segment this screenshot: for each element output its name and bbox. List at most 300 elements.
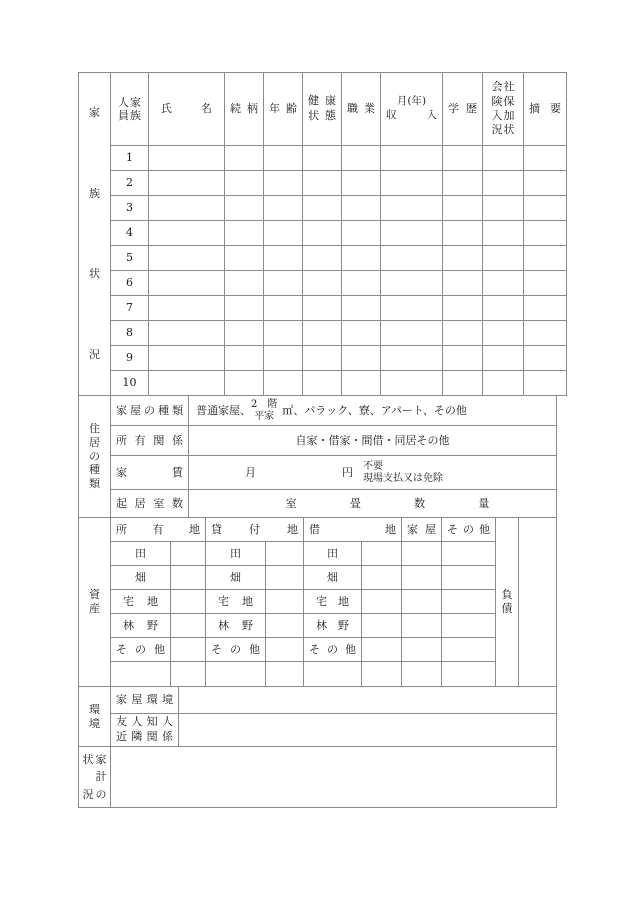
environment-row-house [79, 687, 557, 714]
housing-label-rent-text [111, 466, 188, 480]
housing-value-rooms[interactable] [189, 490, 557, 518]
family-side-label [79, 73, 110, 395]
owned-land-type-4-c2: 野 [147, 618, 158, 632]
cell-occupation-10[interactable] [342, 371, 381, 396]
cell-education-8[interactable] [443, 321, 483, 346]
cell-health-6[interactable] [303, 271, 342, 296]
housing-label-rent [111, 456, 189, 490]
table-row [79, 590, 557, 614]
cell-insurance-5[interactable] [483, 246, 524, 271]
assets-other-value-5[interactable] [442, 638, 496, 662]
housing-label-house-type [111, 396, 189, 426]
lent-land-total-value[interactable] [266, 662, 304, 687]
row-number-10: 10 [111, 371, 149, 396]
owned-land-value-3[interactable] [171, 590, 206, 614]
header-relation-char-1: 続 [230, 102, 241, 116]
cell-income-3[interactable] [381, 196, 443, 221]
house-type-floors-line1: 2 階 [251, 398, 278, 410]
environment-value-house[interactable] [179, 687, 557, 714]
cell-occupation-8[interactable] [342, 321, 381, 346]
assets-header-lent-land-text [206, 523, 303, 537]
table-row [79, 246, 567, 271]
rooms-unit-3: 数 [414, 496, 426, 510]
lent-land-char-2: 付 [249, 522, 260, 536]
header-insurance-c1-r3: 加 [503, 109, 515, 122]
cell-insurance-3[interactable] [483, 196, 524, 221]
rent-note-line1: 不要 [363, 460, 383, 472]
owned-land-value-2[interactable] [171, 566, 206, 590]
house-type-floors-line2: 平家 [254, 410, 275, 422]
housing-value-ownership[interactable]: 自家・借家・間借・同居その他 [189, 426, 557, 456]
header-name-char-1: 氏 [161, 102, 172, 116]
owned-land-type-5-c1: そ [116, 642, 127, 656]
cell-relation-5[interactable] [225, 246, 264, 271]
environment-label-relations [111, 714, 179, 747]
housing-label-rooms-text [111, 497, 188, 511]
rooms-unit-4: 量 [478, 496, 490, 510]
rooms-unit-1: 室 [285, 496, 297, 510]
house-type-char-2: 屋 [130, 403, 141, 417]
housing-value-rent[interactable] [189, 456, 557, 490]
header-member-no-b2: 員 [118, 109, 129, 122]
cell-name-9[interactable] [149, 346, 225, 371]
assets-header-other [442, 518, 496, 542]
cell-income-6[interactable] [381, 271, 443, 296]
rent-month-unit: 月 [245, 465, 256, 479]
ownership-char-2: 有 [134, 433, 146, 447]
cell-remarks-3[interactable] [524, 196, 567, 221]
family-side-label-char-4: 況 [89, 347, 100, 361]
housing-side-label-cell [79, 396, 111, 518]
owned-land-type-2: 畑 [111, 566, 171, 590]
cell-insurance-1[interactable] [483, 146, 524, 171]
table-row [79, 614, 557, 638]
lent-land-value-5[interactable] [266, 638, 304, 662]
lent-land-value-2[interactable] [266, 566, 304, 590]
cell-occupation-1[interactable] [342, 146, 381, 171]
environment-side-label [79, 699, 110, 735]
env-house-char-1: 家 [116, 693, 127, 707]
header-member-no-a1: 家 [130, 95, 141, 109]
row-number-7: 7 [111, 296, 149, 321]
assets-house-value-4[interactable] [402, 614, 442, 638]
housing-side-label-char-5: 類 [89, 477, 100, 491]
header-health-text [303, 94, 341, 124]
rooms-char-4: 数 [171, 496, 183, 510]
cell-income-2[interactable] [381, 171, 443, 196]
rent-char-2: 賃 [172, 465, 183, 479]
env-rel-l2-c4: 係 [161, 730, 173, 743]
housing-side-label [79, 422, 110, 491]
lent-land-type-4-c2: 野 [242, 618, 253, 632]
owned-land-char-1: 所 [116, 522, 127, 536]
cell-occupation-6[interactable] [342, 271, 381, 296]
header-member-no-b1: 人 [118, 95, 129, 109]
housing-row-ownership [79, 426, 557, 456]
assets-debt-label [496, 585, 518, 619]
cell-relation-10[interactable] [225, 371, 264, 396]
header-education-text [443, 102, 482, 116]
assets-total-row [79, 662, 557, 687]
env-house-char-3: 環 [146, 693, 158, 707]
cell-remarks-5[interactable] [524, 246, 567, 271]
cell-insurance-10[interactable] [483, 371, 524, 396]
cell-name-4[interactable] [149, 221, 225, 246]
cell-occupation-5[interactable] [342, 246, 381, 271]
env-rel-l1-c2: 人 [131, 715, 143, 729]
rented-land-type-5-c2: の [327, 642, 338, 656]
cell-age-7[interactable] [264, 296, 303, 321]
ownership-char-3: 関 [153, 433, 165, 447]
rented-land-value-2[interactable] [362, 566, 402, 590]
header-income-text [381, 95, 442, 122]
env-house-char-4: 境 [161, 693, 173, 707]
cell-remarks-1[interactable] [524, 146, 567, 171]
lent-land-type-4-text [206, 619, 265, 633]
cell-health-4[interactable] [303, 221, 342, 246]
housing-row-house-type [79, 396, 557, 426]
header-education [443, 73, 483, 146]
header-occupation [342, 73, 381, 146]
owned-land-value-1[interactable] [171, 542, 206, 566]
cell-name-2[interactable] [149, 171, 225, 196]
lent-land-value-4[interactable] [266, 614, 304, 638]
rent-char-1: 家 [116, 465, 127, 479]
cell-age-1[interactable] [264, 146, 303, 171]
cell-remarks-10[interactable] [524, 371, 567, 396]
lent-land-type-3 [206, 590, 266, 614]
cell-education-9[interactable] [443, 346, 483, 371]
assets-header-lent-land [206, 518, 304, 542]
table-row [79, 371, 567, 396]
cell-income-4[interactable] [381, 221, 443, 246]
env-rel-l2-c1: 近 [116, 730, 127, 743]
owned-land-total-value[interactable] [171, 662, 206, 687]
owned-land-total-label[interactable] [111, 662, 171, 687]
housing-label-ownership-text [111, 434, 188, 448]
owned-land-type-3-text [111, 595, 170, 609]
assets-other-value-1[interactable] [442, 542, 496, 566]
owned-land-value-4[interactable] [171, 614, 206, 638]
rented-land-type-3 [304, 590, 362, 614]
row-number-1: 1 [111, 146, 149, 171]
cell-education-7[interactable] [443, 296, 483, 321]
rented-land-type-1: 田 [304, 542, 362, 566]
table-row [79, 221, 567, 246]
housing-side-label-char-3: の [89, 449, 100, 463]
housing-row-rent [79, 456, 557, 490]
rented-land-value-1[interactable] [362, 542, 402, 566]
cell-relation-7[interactable] [225, 296, 264, 321]
rented-land-total-label[interactable] [304, 662, 362, 687]
assets-other-value-4[interactable] [442, 614, 496, 638]
owned-land-type-4 [111, 614, 171, 638]
owned-land-type-5 [111, 638, 171, 662]
rented-land-type-3-c2: 地 [338, 594, 349, 608]
cell-name-5[interactable] [149, 246, 225, 271]
cell-name-6[interactable] [149, 271, 225, 296]
cell-income-5[interactable] [381, 246, 443, 271]
assets-debt-value-cell[interactable] [519, 518, 557, 687]
assets-house-value-5[interactable] [402, 638, 442, 662]
kakei-c1-r3: の [95, 787, 107, 801]
lent-land-type-3-c1: 宅 [218, 594, 229, 608]
cell-relation-9[interactable] [225, 346, 264, 371]
assets-header-row [79, 518, 557, 542]
assets-other-total[interactable] [442, 662, 496, 687]
cell-insurance-2[interactable] [483, 171, 524, 196]
rented-land-type-4-text [304, 619, 361, 633]
env-rel-l1-c4: 人 [161, 715, 173, 729]
header-age [264, 73, 303, 146]
cell-name-1[interactable] [149, 146, 225, 171]
rented-land-type-5 [304, 638, 362, 662]
cell-remarks-8[interactable] [524, 321, 567, 346]
cell-income-8[interactable] [381, 321, 443, 346]
house-type-suffix: ㎡、バラック、寮、アパート、その他 [282, 403, 467, 417]
cell-education-5[interactable] [443, 246, 483, 271]
cell-relation-3[interactable] [225, 196, 264, 221]
cell-occupation-9[interactable] [342, 346, 381, 371]
lent-land-char-1: 貸 [211, 522, 222, 536]
cell-education-10[interactable] [443, 371, 483, 396]
cell-age-10[interactable] [264, 371, 303, 396]
header-remarks [524, 73, 567, 146]
env-rel-l2-c3: 関 [146, 730, 158, 743]
housing-value-rooms-text [189, 497, 556, 511]
rooms-unit-2: 畳 [349, 496, 361, 510]
header-health-l2-c1: 状 [308, 109, 319, 122]
cell-occupation-2[interactable] [342, 171, 381, 196]
case-record-form [78, 72, 561, 808]
table-row [79, 638, 557, 662]
header-remarks-char-2: 要 [550, 102, 561, 116]
house-type-floors [251, 399, 277, 423]
assets-house-value-3[interactable] [402, 590, 442, 614]
lent-land-type-5-c3: 他 [249, 642, 260, 656]
rent-exemption-note [363, 461, 443, 485]
cell-education-1[interactable] [443, 146, 483, 171]
cell-age-8[interactable] [264, 321, 303, 346]
cell-education-6[interactable] [443, 271, 483, 296]
cell-name-3[interactable] [149, 196, 225, 221]
house-type-char-3: の [144, 403, 155, 417]
cell-remarks-6[interactable] [524, 271, 567, 296]
header-relation-text [225, 102, 263, 116]
header-occupation-char-2: 業 [364, 102, 375, 116]
cell-relation-8[interactable] [225, 321, 264, 346]
cell-relation-4[interactable] [225, 221, 264, 246]
household-finance-label-col1 [96, 751, 107, 802]
cell-health-7[interactable] [303, 296, 342, 321]
assets-house-char-2: 屋 [425, 522, 436, 536]
cell-income-7[interactable] [381, 296, 443, 321]
header-health-l1-c1: 健 [308, 94, 319, 108]
owned-land-type-5-c2: の [135, 642, 146, 656]
cell-age-3[interactable] [264, 196, 303, 221]
assets-house-value-1[interactable] [402, 542, 442, 566]
rented-land-char-2: 地 [385, 522, 396, 536]
cell-education-4[interactable] [443, 221, 483, 246]
header-education-char-1: 学 [448, 102, 459, 116]
cell-name-10[interactable] [149, 371, 225, 396]
header-relation-char-2: 柄 [247, 102, 258, 116]
table-row [79, 542, 557, 566]
cell-education-3[interactable] [443, 196, 483, 221]
rented-land-type-5-text [304, 643, 361, 657]
household-finance-value[interactable] [111, 747, 557, 808]
cell-occupation-4[interactable] [342, 221, 381, 246]
owned-land-type-3-c2: 地 [147, 594, 158, 608]
header-income-line2-b: 入 [426, 109, 437, 121]
cell-health-3[interactable] [303, 196, 342, 221]
header-insurance-c1-r2: 保 [503, 94, 515, 108]
cell-remarks-2[interactable] [524, 171, 567, 196]
cell-occupation-3[interactable] [342, 196, 381, 221]
cell-relation-6[interactable] [225, 271, 264, 296]
cell-insurance-4[interactable] [483, 221, 524, 246]
rooms-char-1: 起 [116, 496, 127, 510]
kakei-c2-r3: 況 [82, 787, 94, 801]
cell-health-9[interactable] [303, 346, 342, 371]
cell-health-2[interactable] [303, 171, 342, 196]
cell-occupation-7[interactable] [342, 296, 381, 321]
cell-age-5[interactable] [264, 246, 303, 271]
assets-header-house-text [402, 523, 441, 537]
housing-value-house-type[interactable] [189, 396, 557, 426]
assets-other-value-3[interactable] [442, 590, 496, 614]
environment-value-relations[interactable] [179, 714, 557, 747]
lent-land-value-1[interactable] [266, 542, 304, 566]
housing-label-ownership [111, 426, 189, 456]
environment-row-relations [79, 714, 557, 747]
kakei-c1-r2: 計 [95, 770, 107, 784]
ownership-char-4: 係 [171, 433, 183, 447]
cell-relation-2[interactable] [225, 171, 264, 196]
rented-land-value-3[interactable] [362, 590, 402, 614]
rented-land-type-4-c2: 野 [338, 618, 349, 632]
household-finance-label-col2 [83, 751, 94, 802]
assets-side-label-top: 資 [89, 588, 100, 602]
header-insurance-c1-r4: 状 [503, 123, 515, 137]
header-name-text [149, 102, 224, 116]
table-row [79, 346, 567, 371]
assets-house-total[interactable] [402, 662, 442, 687]
cell-income-10[interactable] [381, 371, 443, 396]
house-type-prefix: 普通家屋、 [196, 403, 251, 417]
header-member-no [111, 73, 149, 146]
header-member-no-a2: 族 [130, 109, 141, 122]
header-name [149, 73, 225, 146]
cell-insurance-8[interactable] [483, 321, 524, 346]
rented-land-value-4[interactable] [362, 614, 402, 638]
cell-remarks-9[interactable] [524, 346, 567, 371]
header-social-insurance-text [483, 80, 523, 137]
rent-yen-unit: 円 [342, 465, 353, 479]
owned-land-value-5[interactable] [171, 638, 206, 662]
assets-house-value-2[interactable] [402, 566, 442, 590]
environment-label-house-text [111, 693, 178, 707]
owned-land-type-1: 田 [111, 542, 171, 566]
assets-other-value-2[interactable] [442, 566, 496, 590]
cell-insurance-6[interactable] [483, 271, 524, 296]
cell-age-9[interactable] [264, 346, 303, 371]
rented-land-value-5[interactable] [362, 638, 402, 662]
owned-land-type-5-c3: 他 [154, 642, 165, 656]
assets-header-other-text [442, 523, 495, 537]
lent-land-type-5-text [206, 643, 265, 657]
house-type-char-5: 類 [172, 403, 183, 417]
lent-land-total-label[interactable] [206, 662, 266, 687]
owned-land-type-3-c1: 宅 [123, 594, 134, 608]
cell-income-1[interactable] [381, 146, 443, 171]
table-row [79, 566, 557, 590]
row-number-6: 6 [111, 271, 149, 296]
header-member-no-text [111, 96, 148, 123]
cell-income-9[interactable] [381, 346, 443, 371]
housing-side-label-char-2: 居 [89, 435, 100, 449]
header-insurance-c2-r1: 会 [491, 80, 503, 94]
cell-health-1[interactable] [303, 146, 342, 171]
header-occupation-text [342, 102, 380, 116]
cell-health-10[interactable] [303, 371, 342, 396]
cell-name-7[interactable] [149, 296, 225, 321]
header-income-line2-a: 収 [386, 109, 397, 121]
assets-other-char-3: 他 [479, 522, 490, 536]
cell-remarks-4[interactable] [524, 221, 567, 246]
cell-age-4[interactable] [264, 221, 303, 246]
assets-side-label [79, 585, 110, 619]
table-row [79, 271, 567, 296]
rented-land-total-value[interactable] [362, 662, 402, 687]
lent-land-type-1: 田 [206, 542, 266, 566]
rented-land-char-1: 借 [309, 522, 320, 536]
housing-value-rent-text [189, 461, 556, 485]
environment-side-label-bottom: 境 [89, 716, 100, 730]
row-number-2: 2 [111, 171, 149, 196]
lent-land-type-4 [206, 614, 266, 638]
assets-header-owned-land-text [111, 523, 205, 537]
header-occupation-char-1: 職 [347, 102, 358, 116]
cell-insurance-7[interactable] [483, 296, 524, 321]
owned-land-type-3 [111, 590, 171, 614]
table-row [79, 196, 567, 221]
cell-education-2[interactable] [443, 171, 483, 196]
environment-side-label-top: 環 [89, 702, 100, 716]
cell-remarks-7[interactable] [524, 296, 567, 321]
header-age-char-1: 年 [269, 102, 280, 116]
rented-land-type-5-c1: そ [309, 642, 320, 656]
cell-age-6[interactable] [264, 271, 303, 296]
rented-land-type-5-c3: 他 [345, 642, 356, 656]
assets-header-owned-land [111, 518, 206, 542]
assets-header-rented-land-text [304, 523, 401, 537]
cell-age-2[interactable] [264, 171, 303, 196]
housing-value-house-type-text [189, 399, 556, 423]
lent-land-value-3[interactable] [266, 590, 304, 614]
rented-land-type-2: 畑 [304, 566, 362, 590]
owned-land-type-4-text [111, 619, 170, 633]
cell-insurance-9[interactable] [483, 346, 524, 371]
cell-relation-1[interactable] [225, 146, 264, 171]
cell-health-8[interactable] [303, 321, 342, 346]
cell-health-5[interactable] [303, 246, 342, 271]
cell-name-8[interactable] [149, 321, 225, 346]
table-row [79, 146, 567, 171]
env-rel-l1-c1: 友 [116, 715, 127, 729]
rooms-char-3: 室 [153, 496, 165, 510]
environment-label-relations-text [111, 715, 178, 745]
